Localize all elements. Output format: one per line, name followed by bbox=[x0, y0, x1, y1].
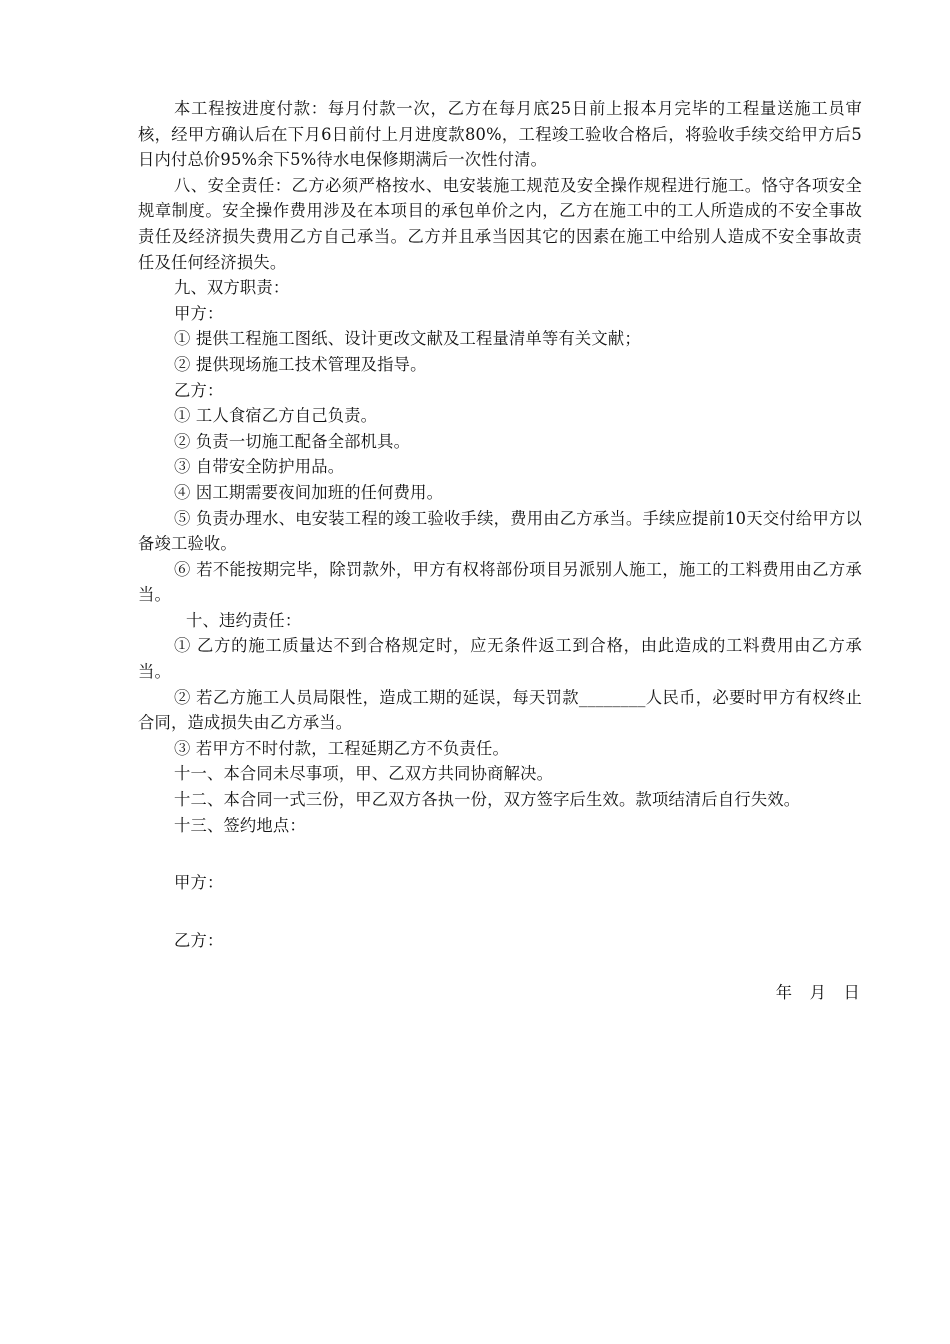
heading-breach: 十、违约责任： bbox=[186, 610, 302, 630]
spacer bbox=[138, 896, 862, 928]
spacer bbox=[138, 838, 862, 870]
list-item: ② 若乙方施工人员局限性，造成工期的延误，每天罚款________人民币，必要时甲方有权终止合同，造成损失由乙方承当。 bbox=[138, 687, 862, 733]
signature-party-a: 甲方： bbox=[174, 873, 224, 893]
list-item: ① 工人食宿乙方自己负责。 bbox=[174, 406, 378, 426]
list-item: ② 提供现场施工技术管理及指导。 bbox=[174, 354, 427, 374]
list-item: ④ 因工期需要夜间加班的任何费用。 bbox=[174, 482, 444, 502]
list-item: ② 负责一切施工配备全部机具。 bbox=[174, 431, 411, 451]
list-item: ⑤ 负责办理水、电安装工程的竣工验收手续，费用由乙方承当。手续应提前10天交付给甲方以备竣工验收。 bbox=[138, 508, 862, 554]
list-item: ③ 若甲方不时付款，工程延期乙方不负责任。 bbox=[174, 738, 510, 758]
list-item: ① 乙方的施工质量达不到合格规定时，应无条件返工到合格，由此造成的工料费用由乙方承当。 bbox=[138, 636, 862, 682]
paragraph-clause-thirteen: 十三、签约地点： bbox=[174, 815, 306, 835]
date-line: 年 月 日 bbox=[775, 983, 860, 1003]
label-party-a: 甲方： bbox=[174, 303, 224, 323]
paragraph-payment: 本工程按进度付款：每月付款一次，乙方在每月底25日前上报本月完毕的工程量送施工员审核，经甲方确认后在下月6日前付上月进度款80%，工程竣工验收合格后，将验收手续交给甲方后5日内付总价95%余下5%待水电保修期满后一次性付清。 bbox=[138, 99, 862, 170]
label-party-b: 乙方： bbox=[174, 380, 224, 400]
paragraph-safety: 八、安全责任：乙方必须严格按水、电安装施工规范及安全操作规程进行施工。恪守各项安全规章制度。安全操作费用涉及在本项目的承包单价之内，乙方在施工中的工人所造成的不安全事故责任及经济损失费用乙方自己承当。乙方并且承当因其它的因素在施工中给别人造成不安全事故责任及任何经济损失。 bbox=[138, 175, 862, 272]
signature-party-b: 乙方： bbox=[174, 930, 224, 950]
document-page bbox=[138, 96, 862, 1006]
list-item: ⑥ 若不能按期完毕，除罚款外，甲方有权将部份项目另派别人施工，施工的工料费用由乙方承当。 bbox=[138, 559, 862, 605]
heading-duties: 九、双方职责： bbox=[174, 278, 290, 298]
paragraph-clause-eleven: 十一、本合同未尽事项，甲、乙双方共同协商解决。 bbox=[174, 764, 554, 784]
list-item: ③ 自带安全防护用品。 bbox=[174, 457, 345, 477]
paragraph-clause-twelve: 十二、本合同一式三份，甲乙双方各执一份，双方签字后生效。款项结清后自行失效。 bbox=[174, 790, 801, 810]
list-item: ① 提供工程施工图纸、设计更改文献及工程量清单等有关文献； bbox=[174, 329, 641, 349]
